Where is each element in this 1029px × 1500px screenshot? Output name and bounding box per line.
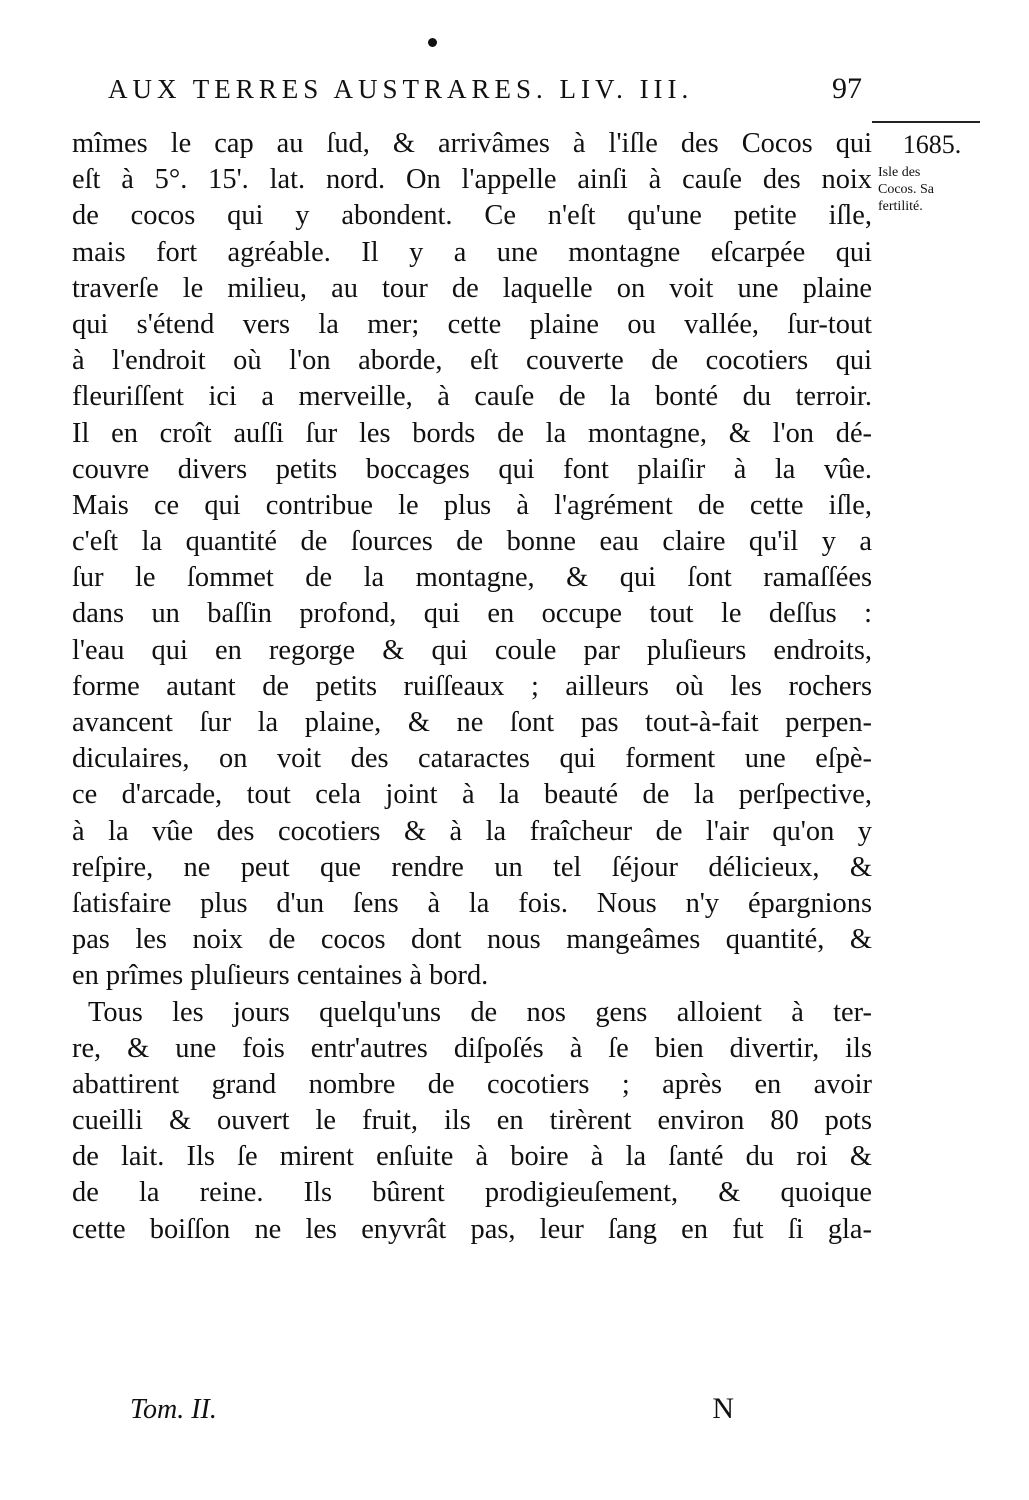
text-line: ce d'arcade, tout cela joint à la beauté de la perſpective, [72, 779, 872, 811]
page-footer [130, 1392, 740, 1432]
body-text [72, 126, 872, 1248]
text-line: ſur le ſommet de la montagne, & qui ſont ramaſſées [72, 562, 872, 594]
text-line: mais fort agréable. Il y a une montagne eſcarpée qui [72, 236, 872, 268]
text-line: reſpire, ne peut que rendre un tel ſéjour délicieux, & [72, 851, 872, 883]
text-line: de la reine. Ils bûrent prodigieuſement, & quoique [72, 1177, 872, 1209]
text-line: Il en croît auſſi ſur les bords de la montagne, & l'on dé- [72, 417, 872, 449]
text-line: fleuriſſent ici a merveille, à cauſe de la bonté du terroir. [72, 381, 872, 413]
text-line: pas les noix de cocos dont nous mangeâmes quantité, & [72, 924, 872, 956]
volume-label: Tom. II. [130, 1394, 217, 1425]
text-line: en prîmes pluſieurs centaines à bord. [72, 960, 489, 992]
text-line: Tous les jours quelqu'uns de nos gens alloient à ter- [88, 996, 872, 1028]
text-line: dans un baſſin profond, qui en occupe tout le deſſus : [72, 598, 872, 630]
signature-mark: N [712, 1392, 734, 1425]
running-head: AUX TERRES AUSTRARES. LIV. III. [108, 74, 694, 104]
margin-year: 1685. [902, 130, 962, 159]
text-line: cette boiſſon ne les enyvrât pas, leur ſang en fut ſi gla- [72, 1213, 872, 1245]
text-line: diculaires, on voit des cataractes qui forment une eſpè- [72, 743, 872, 775]
text-line: de lait. Ils ſe mirent enſuite à boire à la ſanté du roi & [72, 1141, 872, 1173]
text-line: à la vûe des cocotiers & à la fraîcheur de l'air qu'on y [72, 815, 872, 847]
text-line: ſatisfaire plus d'un ſens à la fois. Nous n'y épargnions [72, 887, 872, 919]
text-line: traverſe le milieu, au tour de laquelle on voit une plaine [72, 272, 872, 304]
page-header [108, 72, 868, 112]
text-line: avancent ſur la plaine, & ne ſont pas tout-à-fait perpen- [72, 707, 872, 738]
text-line: Mais ce qui contribue le plus à l'agrément de cette iſle, [72, 489, 872, 521]
text-line: qui s'étend vers la mer; cette plaine ou vallée, ſur-tout [72, 308, 872, 340]
margin-note-line: Cocos. Sa [878, 182, 934, 197]
text-line: l'eau qui en regorge & qui coule par pluſieurs endroits, [72, 634, 872, 666]
text-line: cueilli & ouvert le fruit, ils en tirèrent environ 80 pots [72, 1105, 872, 1137]
ornament-dot [428, 38, 437, 47]
page-number: 97 [832, 72, 862, 105]
margin-note-line: fertilité. [878, 199, 923, 214]
text-line: à l'endroit où l'on aborde, eſt couverte de cocotiers qui [72, 345, 872, 377]
margin-note-line: Isle des [878, 165, 921, 180]
text-line: couvre divers petits boccages qui font plaiſir à la vûe. [72, 453, 872, 485]
text-line: mîmes le cap au ſud, & arrivâmes à l'iſle des Cocos qui [72, 128, 872, 159]
text-line: eſt à 5°. 15'. lat. nord. On l'appelle ainſi à cauſe des noix [72, 164, 872, 196]
text-line: de cocos qui y abondent. Ce n'eſt qu'une petite iſle, [72, 200, 872, 232]
text-line: c'eſt la quantité de ſources de bonne eau claire qu'il y a [72, 526, 872, 558]
margin-rule [872, 121, 980, 123]
margin-note [872, 130, 992, 215]
text-line: abattirent grand nombre de cocotiers ; après en avoir [72, 1068, 872, 1100]
text-line: forme autant de petits ruiſſeaux ; ailleurs où les rochers [72, 670, 872, 702]
text-line: re, & une fois entr'autres diſpoſés à ſe bien divertir, ils [72, 1032, 872, 1064]
